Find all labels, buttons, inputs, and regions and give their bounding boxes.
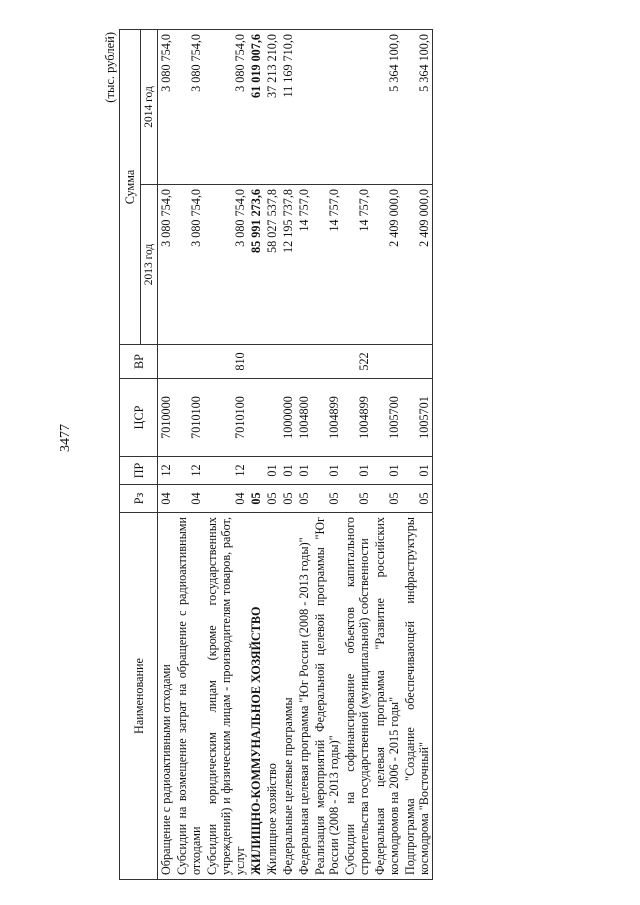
cell-vr (174, 345, 204, 379)
page-number: 3477 (58, 424, 73, 452)
cell-pr: 01 (312, 457, 342, 485)
cell-2013: 2 409 000,0 (372, 185, 402, 345)
cell-vr: 522 (342, 345, 372, 379)
cell-rz: 05 (402, 485, 433, 513)
cell-2014: 37 213 210,0 (264, 29, 280, 184)
header-sum: Сумма (120, 29, 141, 344)
table-row (204, 29, 248, 879)
cell-rz: 05 (248, 485, 264, 513)
cell-2013: 14 757,0 (296, 185, 312, 345)
cell-pr (248, 457, 264, 485)
cell-rz: 05 (372, 485, 402, 513)
cell-pr: 01 (372, 457, 402, 485)
cell-name: Подпрограмма "Создание обеспечивающей инфраструктуры космодрома "Восточный" (402, 513, 433, 880)
cell-name: Субсидии на софинансирование объектов капитального строительства государственной (муниципальной) собственности (342, 513, 372, 880)
table-row (174, 29, 204, 879)
cell-rz: 05 (280, 485, 296, 513)
cell-2014 (296, 29, 312, 184)
cell-2013: 3 080 754,0 (158, 185, 175, 345)
table-row (342, 29, 372, 879)
cell-2013: 14 757,0 (312, 185, 342, 345)
budget-table (119, 29, 433, 880)
cell-2013: 3 080 754,0 (204, 185, 248, 345)
cell-2014: 3 080 754,0 (174, 29, 204, 184)
cell-name: Федеральная целевая программа "Юг России (2008 - 2013 годы)" (296, 513, 312, 880)
header-rz: Рз (120, 485, 158, 513)
header-2014: 2014 год (141, 29, 158, 184)
table-row (264, 29, 280, 879)
cell-name: Обращение с радиоактивными отходами (158, 513, 175, 880)
cell-csr: 1005701 (402, 379, 433, 457)
table-row (248, 29, 264, 879)
cell-pr: 01 (402, 457, 433, 485)
cell-rz: 04 (158, 485, 175, 513)
cell-csr (264, 379, 280, 457)
budget-table-container (102, 30, 433, 880)
cell-pr: 12 (158, 457, 175, 485)
cell-pr: 01 (342, 457, 372, 485)
cell-pr: 01 (280, 457, 296, 485)
cell-pr: 12 (204, 457, 248, 485)
cell-csr: 1005700 (372, 379, 402, 457)
cell-2014 (342, 29, 372, 184)
cell-2014: 61 019 007,6 (248, 29, 264, 184)
header-pr: ПР (120, 457, 158, 485)
cell-2013: 3 080 754,0 (174, 185, 204, 345)
table-row (158, 29, 175, 879)
cell-rz: 05 (264, 485, 280, 513)
cell-rz: 04 (204, 485, 248, 513)
cell-pr: 01 (296, 457, 312, 485)
cell-rz: 04 (174, 485, 204, 513)
cell-pr: 12 (174, 457, 204, 485)
cell-name: Федеральные целевые программы (280, 513, 296, 880)
cell-vr: 810 (204, 345, 248, 379)
cell-csr: 1000000 (280, 379, 296, 457)
table-row (312, 29, 342, 879)
cell-rz: 05 (296, 485, 312, 513)
cell-name: Субсидии на возмещение затрат на обращение с радиоактивными отходами (174, 513, 204, 880)
cell-vr (280, 345, 296, 379)
cell-vr (312, 345, 342, 379)
cell-2013: 58 027 537,8 (264, 185, 280, 345)
cell-2013: 2 409 000,0 (402, 185, 433, 345)
table-row (372, 29, 402, 879)
cell-2013: 12 195 737,8 (280, 185, 296, 345)
cell-2014 (312, 29, 342, 184)
cell-2014: 3 080 754,0 (158, 29, 175, 184)
table-row (280, 29, 296, 879)
table-body (158, 29, 433, 879)
cell-rz: 05 (342, 485, 372, 513)
cell-2014: 11 169 710,0 (280, 29, 296, 184)
cell-2013: 14 757,0 (342, 185, 372, 345)
cell-rz: 05 (312, 485, 342, 513)
cell-2014: 3 080 754,0 (204, 29, 248, 184)
cell-csr: 7010100 (174, 379, 204, 457)
cell-2014: 5 364 100,0 (402, 29, 433, 184)
cell-name: Реализация мероприятий Федеральной целевой программы "Юг России (2008 - 2013 годы)" (312, 513, 342, 880)
table-row (296, 29, 312, 879)
header-name: Наименование (120, 513, 158, 880)
cell-csr: 1004899 (342, 379, 372, 457)
cell-pr: 01 (264, 457, 280, 485)
cell-vr (372, 345, 402, 379)
units-label: (тыс. рублей) (103, 32, 117, 103)
cell-csr: 7010100 (204, 379, 248, 457)
table-row (402, 29, 433, 879)
cell-csr: 7010000 (158, 379, 175, 457)
cell-vr (296, 345, 312, 379)
cell-csr: 1004899 (312, 379, 342, 457)
cell-vr (264, 345, 280, 379)
cell-vr (402, 345, 433, 379)
cell-2013: 85 991 273,6 (248, 185, 264, 345)
cell-name: Субсидии юридическим лицам (кроме государственных учреждений) и физическим лицам - производителям товаров, работ, услуг (204, 513, 248, 880)
cell-csr (248, 379, 264, 457)
header-csr: ЦСР (120, 379, 158, 457)
cell-name: Жилищное хозяйство (264, 513, 280, 880)
cell-name: ЖИЛИЩНО-КОММУНАЛЬНОЕ ХОЗЯЙСТВО (248, 513, 264, 880)
cell-2014: 5 364 100,0 (372, 29, 402, 184)
header-vr: ВР (120, 345, 158, 379)
cell-csr: 1004800 (296, 379, 312, 457)
cell-vr (158, 345, 175, 379)
cell-vr (248, 345, 264, 379)
header-2013: 2013 год (141, 185, 158, 345)
cell-name: Федеральная целевая программа "Развитие российских космодромов на 2006 - 2015 годы" (372, 513, 402, 880)
